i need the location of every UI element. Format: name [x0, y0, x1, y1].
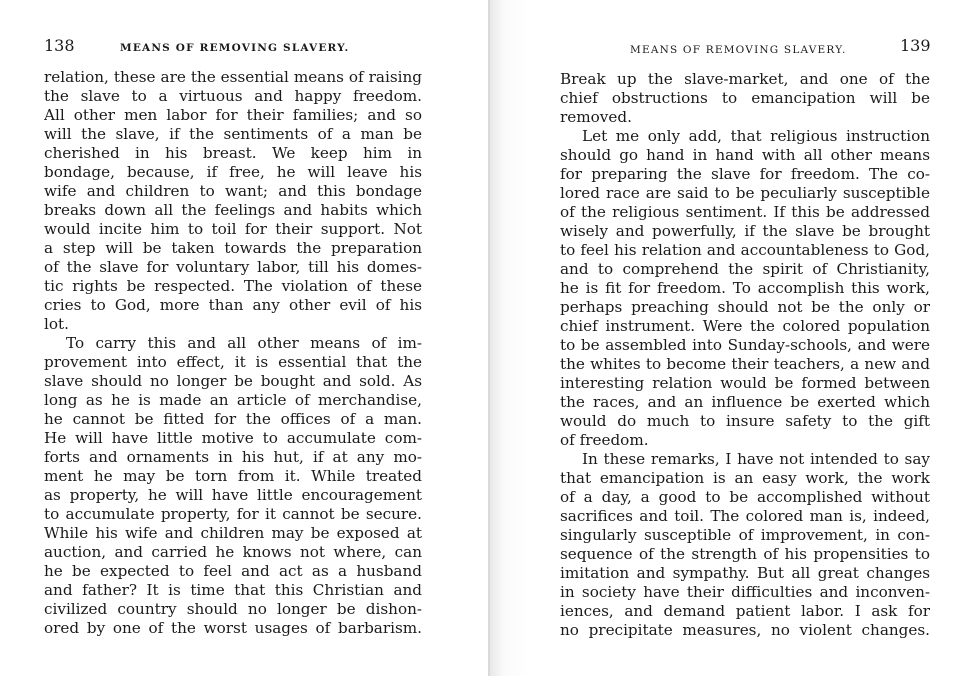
- text-line: a step will be taken towards the preparation: [44, 239, 422, 257]
- text-line: in society have their difficulties and inconven-: [560, 583, 930, 601]
- text-line: for preparing the slave for freedom. The co-: [560, 165, 930, 183]
- text-line: he is fit for freedom. To accomplish this work,: [560, 279, 930, 297]
- running-head: MEANS OF REMOVING SLAVERY.: [630, 44, 847, 56]
- text-line: chief obstructions to emancipation will be: [560, 89, 930, 107]
- text-line: as property, he will have little encouragement: [44, 486, 422, 504]
- text-line: sacrifices and toil. The colored man is, indeed,: [560, 507, 930, 525]
- text-line: the whites to become their teachers, a new and: [560, 355, 930, 373]
- text-line: and to comprehend the spirit of Christianity,: [560, 260, 930, 278]
- text-line: wife and children to want; and this bondage: [44, 182, 422, 200]
- text-line: of freedom.: [560, 431, 649, 449]
- text-line: bondage, because, if free, he will leave his: [44, 163, 422, 181]
- text-line: to feel his relation and accountableness to God,: [560, 241, 930, 259]
- text-line: interesting relation would be formed between: [560, 374, 930, 392]
- right-page: [490, 0, 980, 676]
- text-line: will the slave, if the sentiments of a man be: [44, 125, 422, 143]
- text-line: perhaps preaching should not be the only or: [560, 298, 930, 316]
- page-body: [560, 70, 930, 640]
- text-line: of the religious sentiment. If this be addressed: [560, 203, 930, 221]
- text-line: long as he is made an article of merchandise,: [44, 391, 422, 409]
- text-line: relation, these are the essential means of raising: [44, 68, 422, 86]
- text-line: Let me only add, that religious instruction: [582, 127, 930, 145]
- text-line: singularly susceptible of improvement, in con-: [560, 526, 930, 544]
- text-line: to accumulate property, for it cannot be secure.: [44, 505, 422, 523]
- text-line: In these remarks, I have not intended to say: [582, 450, 930, 468]
- text-line: chief instrument. Were the colored population: [560, 317, 930, 335]
- page-number: 138: [44, 36, 75, 55]
- text-line: and father? It is time that this Christian and: [44, 581, 422, 599]
- text-line: breaks down all the feelings and habits which: [44, 201, 422, 219]
- text-line: civilized country should no longer be dishon-: [44, 600, 422, 618]
- text-line: provement into effect, it is essential that the: [44, 353, 422, 371]
- text-line: auction, and carried he knows not where, can: [44, 543, 422, 561]
- text-line: slave should no longer be bought and sold. As: [44, 372, 422, 390]
- text-line: the races, and an influence be exerted which: [560, 393, 930, 411]
- text-line: no precipitate measures, no violent changes.: [560, 621, 930, 639]
- text-line: To carry this and all other means of im-: [66, 334, 422, 352]
- text-line: forts and ornaments in his hut, if at any mo-: [44, 448, 422, 466]
- text-line: lored race are said to be peculiarly susceptible: [560, 184, 930, 202]
- running-head: MEANS OF REMOVING SLAVERY.: [120, 42, 350, 54]
- text-line: tic rights be respected. The violation of these: [44, 277, 422, 295]
- text-line: he cannot be fitted for the offices of a man.: [44, 410, 422, 428]
- text-line: iences, and demand patient labor. I ask for: [560, 602, 930, 620]
- page-body: [44, 68, 422, 638]
- text-line: he be expected to feel and act as a husband: [44, 562, 422, 580]
- text-line: would incite him to toil for their support. Not: [44, 220, 422, 238]
- text-line: wisely and powerfully, if the slave be brought: [560, 222, 930, 240]
- text-line: that emancipation is an easy work, the work: [560, 469, 930, 487]
- text-line: imitation and sympathy. But all great changes: [560, 564, 930, 582]
- page-number: 139: [900, 36, 931, 55]
- text-line: would do much to insure safety to the gift: [560, 412, 930, 430]
- text-line: ment he may be torn from it. While treated: [44, 467, 422, 485]
- text-line: cherished in his breast. We keep him in: [44, 144, 422, 162]
- text-line: ored by one of the worst usages of barbarism.: [44, 619, 422, 637]
- text-line: of the slave for voluntary labor, till his domes-: [44, 258, 422, 276]
- text-line: All other men labor for their families; and so: [44, 106, 422, 124]
- text-line: to be assembled into Sunday-schools, and were: [560, 336, 930, 354]
- text-line: He will have little motive to accumulate com-: [44, 429, 422, 447]
- text-line: lot.: [44, 315, 69, 333]
- text-line: While his wife and children may be exposed at: [44, 524, 422, 542]
- text-line: should go hand in hand with all other means: [560, 146, 930, 164]
- text-line: cries to God, more than any other evil of his: [44, 296, 422, 314]
- text-line: removed.: [560, 108, 632, 126]
- text-line: Break up the slave-market, and one of the: [560, 70, 930, 88]
- text-line: of a day, a good to be accomplished without: [560, 488, 930, 506]
- text-line: the slave to a virtuous and happy freedom.: [44, 87, 422, 105]
- text-line: sequence of the strength of his propensities to: [560, 545, 930, 563]
